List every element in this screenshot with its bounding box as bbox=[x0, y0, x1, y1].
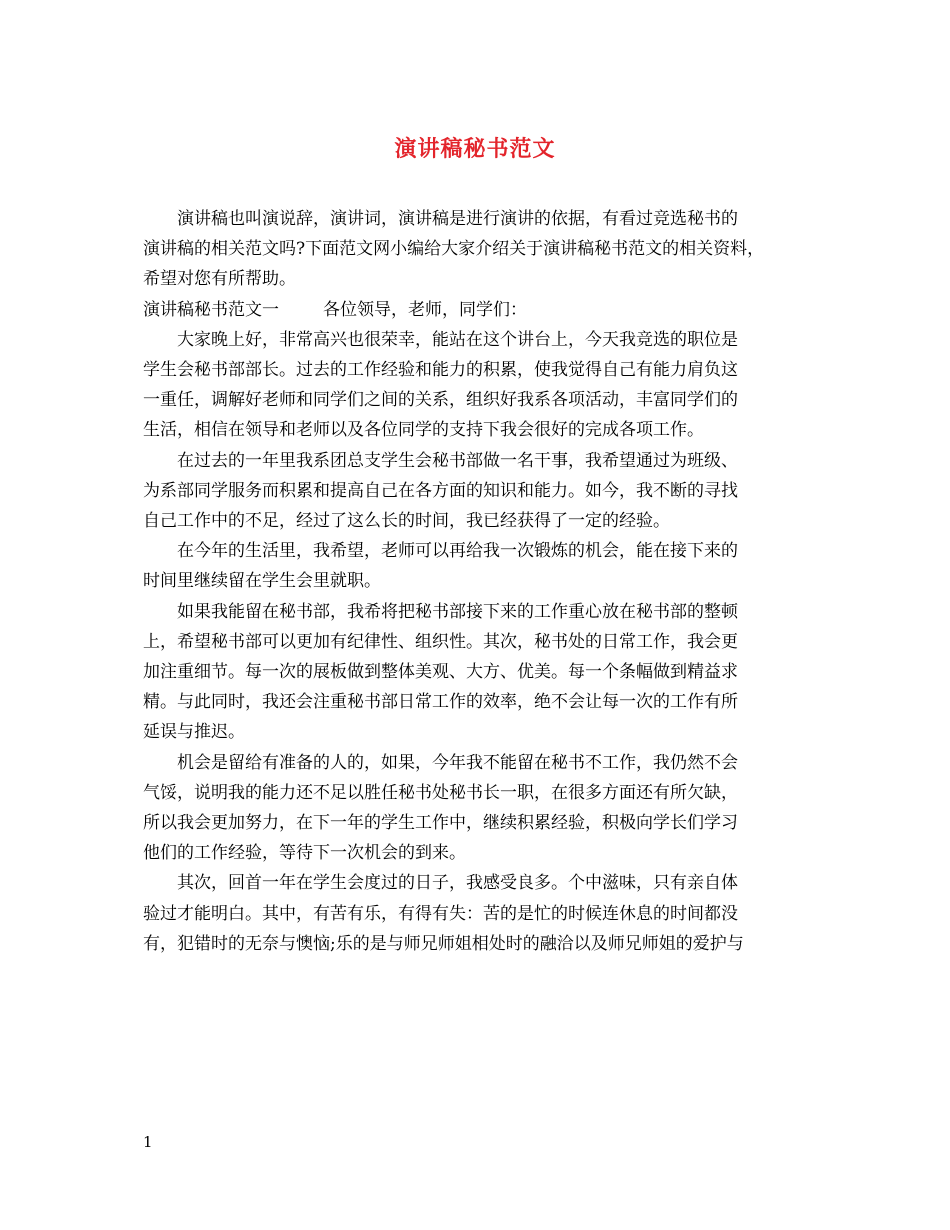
body-paragraph-5-rest bbox=[143, 778, 815, 869]
greeting: 各位领导，老师，同学们： bbox=[323, 299, 527, 320]
text-line: 如果我能留在秘书部，我希将把秘书部接下来的工作重心放在秘书部的整顿 bbox=[177, 601, 738, 622]
text-line: 其次，回首一年在学生会度过的日子，我感受良多。个中滋味，只有亲自体 bbox=[177, 873, 738, 894]
text-line: 在过去的一年里我系团总支学生会秘书部做一名干事，我希望通过为班级、 bbox=[177, 450, 738, 471]
text-line: 气馁，说明我的能力还不足以胜任秘书处秘书长一职，在很多方面还有所欠缺， bbox=[143, 782, 738, 803]
body-paragraph-1-rest bbox=[143, 355, 815, 446]
text-line: 有，犯错时的无奈与懊恼;乐的是与师兄师姐相处时的融洽以及师兄师姐的爱护与 bbox=[143, 933, 744, 954]
page-number: 1 bbox=[143, 1133, 153, 1151]
intro-paragraph bbox=[143, 204, 815, 234]
intro-paragraph-continued bbox=[143, 234, 815, 294]
text-line: 验过才能明白。其中，有苦有乐，有得有失：苦的是忙的时候连休息的时间都没 bbox=[143, 903, 738, 924]
body-paragraph-5-first bbox=[143, 748, 815, 778]
body-paragraph-3-rest bbox=[143, 566, 815, 596]
text-line: 他们的工作经验，等待下一次机会的到来。 bbox=[143, 843, 466, 864]
text-line: 加注重细节。每一次的展板做到整体美观、大方、优美。每一个条幅做到精益求 bbox=[143, 662, 738, 683]
body-paragraph-2-rest bbox=[143, 476, 815, 536]
section-label: 演讲稿秘书范文一 bbox=[143, 299, 279, 320]
text-line: 延误与推迟。 bbox=[143, 722, 245, 743]
body-paragraph-4-first bbox=[143, 597, 815, 627]
text-line: 学生会秘书部部长。过去的工作经验和能力的积累，使我觉得自己有能力肩负这 bbox=[143, 360, 738, 381]
text-line: 演讲稿也叫演说辞，演讲词，演讲稿是进行演讲的依据，有看过竞选秘书的 bbox=[177, 209, 738, 229]
text-line: 所以我会更加努力，在下一年的学生工作中，继续积累经验，积极向学长们学习 bbox=[143, 813, 738, 834]
body-paragraph-6-rest bbox=[143, 899, 815, 959]
text-line: 希望对您有所帮助。 bbox=[143, 269, 296, 290]
text-line: 一重任，调解好老师和同学们之间的关系，组织好我系各项活动，丰富同学们的 bbox=[143, 390, 738, 411]
text-line: 时间里继续留在学生会里就职。 bbox=[143, 571, 381, 592]
text-line: 在今年的生活里，我希望，老师可以再给我一次锻炼的机会，能在接下来的 bbox=[177, 541, 738, 562]
text-line: 生活，相信在领导和老师以及各位同学的支持下我会很好的完成各项工作。 bbox=[143, 420, 704, 441]
text-line: 大家晚上好，非常高兴也很荣幸，能站在这个讲台上，今天我竞选的职位是 bbox=[177, 329, 738, 350]
text-line: 机会是留给有准备的人的，如果，今年我不能留在秘书不工作，我仍然不会 bbox=[177, 752, 738, 773]
text-line: 精。与此同时，我还会注重秘书部日常工作的效率，绝不会让每一次的工作有所 bbox=[143, 692, 738, 713]
body-paragraph-1-first bbox=[143, 325, 815, 355]
section-heading-line bbox=[143, 295, 815, 325]
text-line: 为系部同学服务而积累和提高自己在各方面的知识和能力。如今，我不断的寻找 bbox=[143, 480, 738, 501]
text-line: 自己工作中的不足，经过了这么长的时间，我已经获得了一定的经验。 bbox=[143, 511, 670, 532]
body-paragraph-4-rest bbox=[143, 627, 815, 748]
body-paragraph-3-first bbox=[143, 536, 815, 566]
text-line: 演讲稿的相关范文吗?下面范文网小编给大家介绍关于演讲稿秘书范文的相关资料， bbox=[143, 239, 765, 260]
text-line: 上，希望秘书部可以更加有纪律性、组织性。其次，秘书处的日常工作，我会更 bbox=[143, 631, 738, 652]
body-paragraph-6-first bbox=[143, 868, 815, 898]
body-paragraph-2-first bbox=[143, 446, 815, 476]
document-title: 演讲稿秘书范文 bbox=[394, 136, 556, 162]
document-body bbox=[143, 204, 815, 959]
